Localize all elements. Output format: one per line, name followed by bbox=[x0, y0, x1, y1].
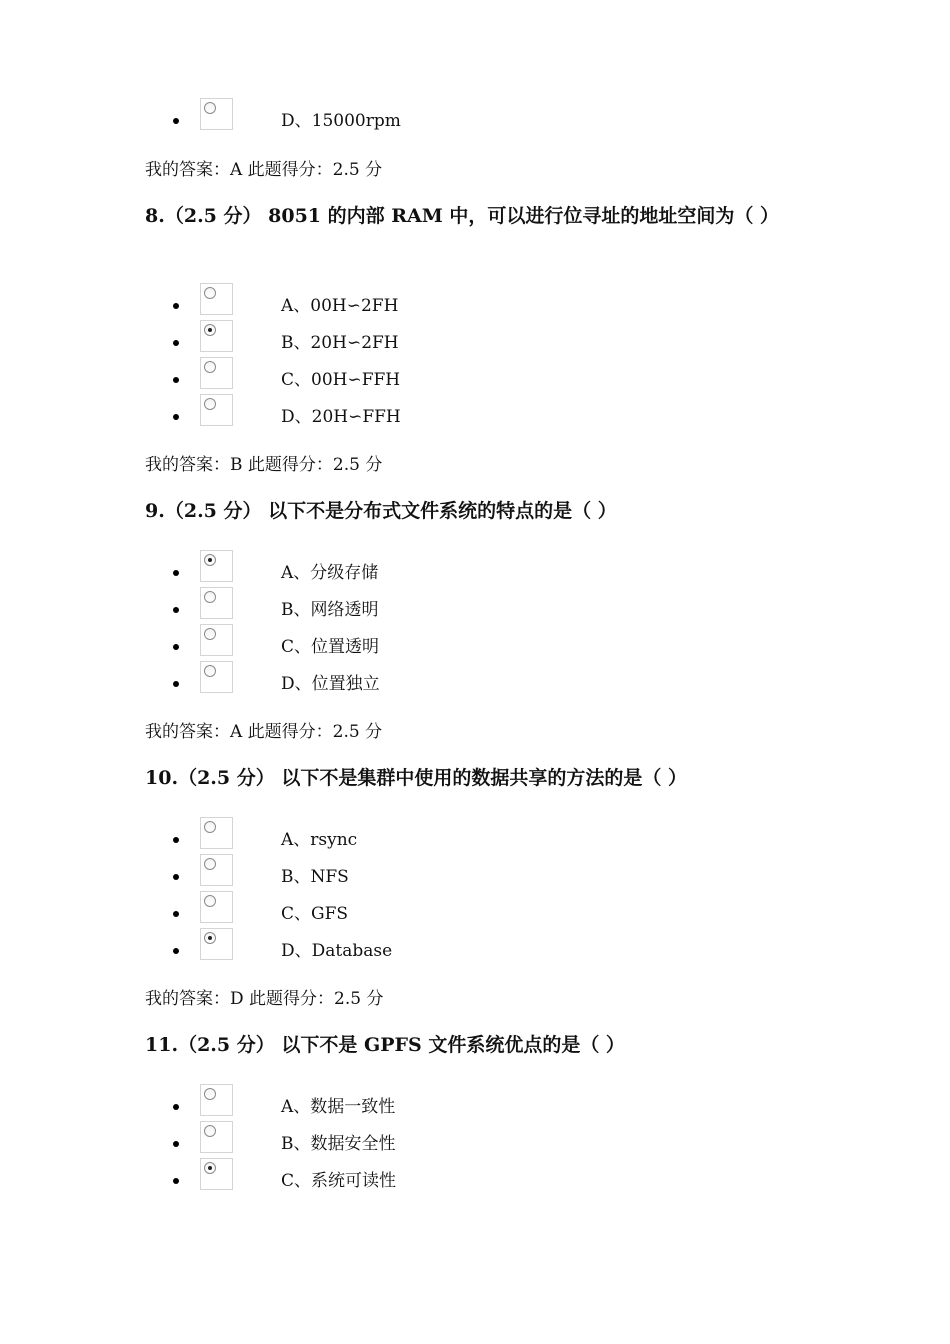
radio-button[interactable] bbox=[200, 817, 233, 849]
option-label: B、20H∽2FH bbox=[281, 333, 399, 353]
q10-title bbox=[145, 764, 805, 792]
radio-button[interactable] bbox=[200, 1084, 233, 1116]
bullet bbox=[173, 340, 179, 346]
option-label: C、GFS bbox=[281, 904, 349, 924]
radio-button[interactable] bbox=[200, 357, 233, 389]
option-label: C、位置透明 bbox=[281, 637, 380, 657]
question-text: 8051 的内部 RAM 中，可以进行位寻址的地址空间为（ ） bbox=[268, 205, 780, 227]
q8-option-b[interactable] bbox=[0, 320, 700, 354]
q10-option-a[interactable] bbox=[0, 817, 700, 851]
radio-button-selected[interactable] bbox=[200, 550, 233, 582]
radio-button[interactable] bbox=[200, 624, 233, 656]
question-text: 以下不是 GPFS 文件系统优点的是（ ） bbox=[281, 1034, 625, 1056]
q10-my-answer: 我的答案：D 此题得分：2.5 分 bbox=[145, 989, 384, 1009]
radio-selected-icon bbox=[204, 1162, 216, 1174]
option-label: A、数据一致性 bbox=[281, 1097, 396, 1117]
radio-circle-icon bbox=[204, 665, 216, 677]
option-label: C、系统可读性 bbox=[281, 1171, 397, 1191]
bullet bbox=[173, 118, 179, 124]
option-label: B、NFS bbox=[281, 867, 349, 887]
radio-button[interactable] bbox=[200, 1121, 233, 1153]
radio-circle-icon bbox=[204, 398, 216, 410]
question-number: 8. bbox=[145, 205, 165, 227]
q9-my-answer: 我的答案：A 此题得分：2.5 分 bbox=[145, 722, 383, 742]
radio-circle-icon bbox=[204, 1125, 216, 1137]
radio-circle-icon bbox=[204, 591, 216, 603]
question-number: 10. bbox=[145, 767, 179, 789]
question-score: （2.5 分） bbox=[178, 767, 275, 789]
question-score: （2.5 分） bbox=[164, 500, 262, 522]
question-score: （2.5 分） bbox=[178, 1034, 275, 1056]
q11-title bbox=[145, 1031, 805, 1059]
bullet bbox=[173, 911, 179, 917]
option-label: B、数据安全性 bbox=[281, 1134, 396, 1154]
radio-circle-icon bbox=[204, 287, 216, 299]
option-label: D、Database bbox=[281, 941, 393, 961]
option-label: C、00H∽FFH bbox=[281, 370, 401, 390]
question-number: 11. bbox=[145, 1034, 179, 1056]
q8-option-c[interactable] bbox=[0, 357, 700, 391]
radio-button[interactable] bbox=[200, 394, 233, 426]
bullet bbox=[173, 681, 179, 687]
q8-option-a[interactable] bbox=[0, 283, 700, 317]
q11-option-a[interactable] bbox=[0, 1084, 700, 1118]
bullet bbox=[173, 414, 179, 420]
radio-button[interactable] bbox=[200, 283, 233, 315]
radio-button[interactable] bbox=[200, 891, 233, 923]
q11-option-c[interactable] bbox=[0, 1158, 700, 1192]
radio-circle-icon bbox=[204, 102, 216, 114]
bullet bbox=[173, 303, 179, 309]
radio-circle-icon bbox=[204, 895, 216, 907]
bullet bbox=[173, 644, 179, 650]
radio-button[interactable] bbox=[200, 587, 233, 619]
bullet bbox=[173, 377, 179, 383]
q9-option-d[interactable] bbox=[0, 661, 700, 695]
q7-my-answer: 我的答案：A 此题得分：2.5 分 bbox=[145, 160, 383, 180]
radio-button-selected[interactable] bbox=[200, 320, 233, 352]
question-text: 以下不是集群中使用的数据共享的方法的是（ ） bbox=[281, 767, 687, 789]
radio-circle-icon bbox=[204, 361, 216, 373]
question-score: （2.5 分） bbox=[164, 205, 262, 227]
q11-option-b[interactable] bbox=[0, 1121, 700, 1155]
q10-option-d[interactable] bbox=[0, 928, 700, 962]
q8-title bbox=[145, 202, 805, 230]
question-text: 以下不是分布式文件系统的特点的是（ ） bbox=[268, 500, 617, 522]
question-number: 9. bbox=[145, 500, 165, 522]
option-label: D、20H∽FFH bbox=[281, 407, 401, 427]
bullet bbox=[173, 1104, 179, 1110]
bullet bbox=[173, 1141, 179, 1147]
radio-button-selected[interactable] bbox=[200, 928, 233, 960]
radio-selected-icon bbox=[204, 324, 216, 336]
q9-option-a[interactable] bbox=[0, 550, 700, 584]
option-label: B、网络透明 bbox=[281, 600, 379, 620]
bullet bbox=[173, 837, 179, 843]
radio-button[interactable] bbox=[200, 661, 233, 693]
bullet bbox=[173, 570, 179, 576]
q9-option-b[interactable] bbox=[0, 587, 700, 621]
radio-button-selected[interactable] bbox=[200, 1158, 233, 1190]
radio-circle-icon bbox=[204, 858, 216, 870]
q10-option-c[interactable] bbox=[0, 891, 700, 925]
q9-option-c[interactable] bbox=[0, 624, 700, 658]
radio-circle-icon bbox=[204, 628, 216, 640]
q9-title bbox=[145, 497, 805, 525]
bullet bbox=[173, 607, 179, 613]
radio-selected-icon bbox=[204, 554, 216, 566]
radio-button[interactable] bbox=[200, 98, 233, 130]
option-label: D、15000rpm bbox=[281, 111, 401, 131]
option-label: A、分级存储 bbox=[281, 563, 379, 583]
radio-circle-icon bbox=[204, 1088, 216, 1100]
q8-my-answer: 我的答案：B 此题得分：2.5 分 bbox=[145, 455, 383, 475]
q10-option-b[interactable] bbox=[0, 854, 700, 888]
radio-selected-icon bbox=[204, 932, 216, 944]
radio-button[interactable] bbox=[200, 854, 233, 886]
radio-circle-icon bbox=[204, 821, 216, 833]
option-label: D、位置独立 bbox=[281, 674, 380, 694]
bullet bbox=[173, 948, 179, 954]
bullet bbox=[173, 1178, 179, 1184]
option-label: A、00H∽2FH bbox=[281, 296, 399, 316]
q7-option-d[interactable] bbox=[0, 98, 700, 132]
bullet bbox=[173, 874, 179, 880]
q8-option-d[interactable] bbox=[0, 394, 700, 428]
option-label: A、rsync bbox=[281, 830, 358, 850]
